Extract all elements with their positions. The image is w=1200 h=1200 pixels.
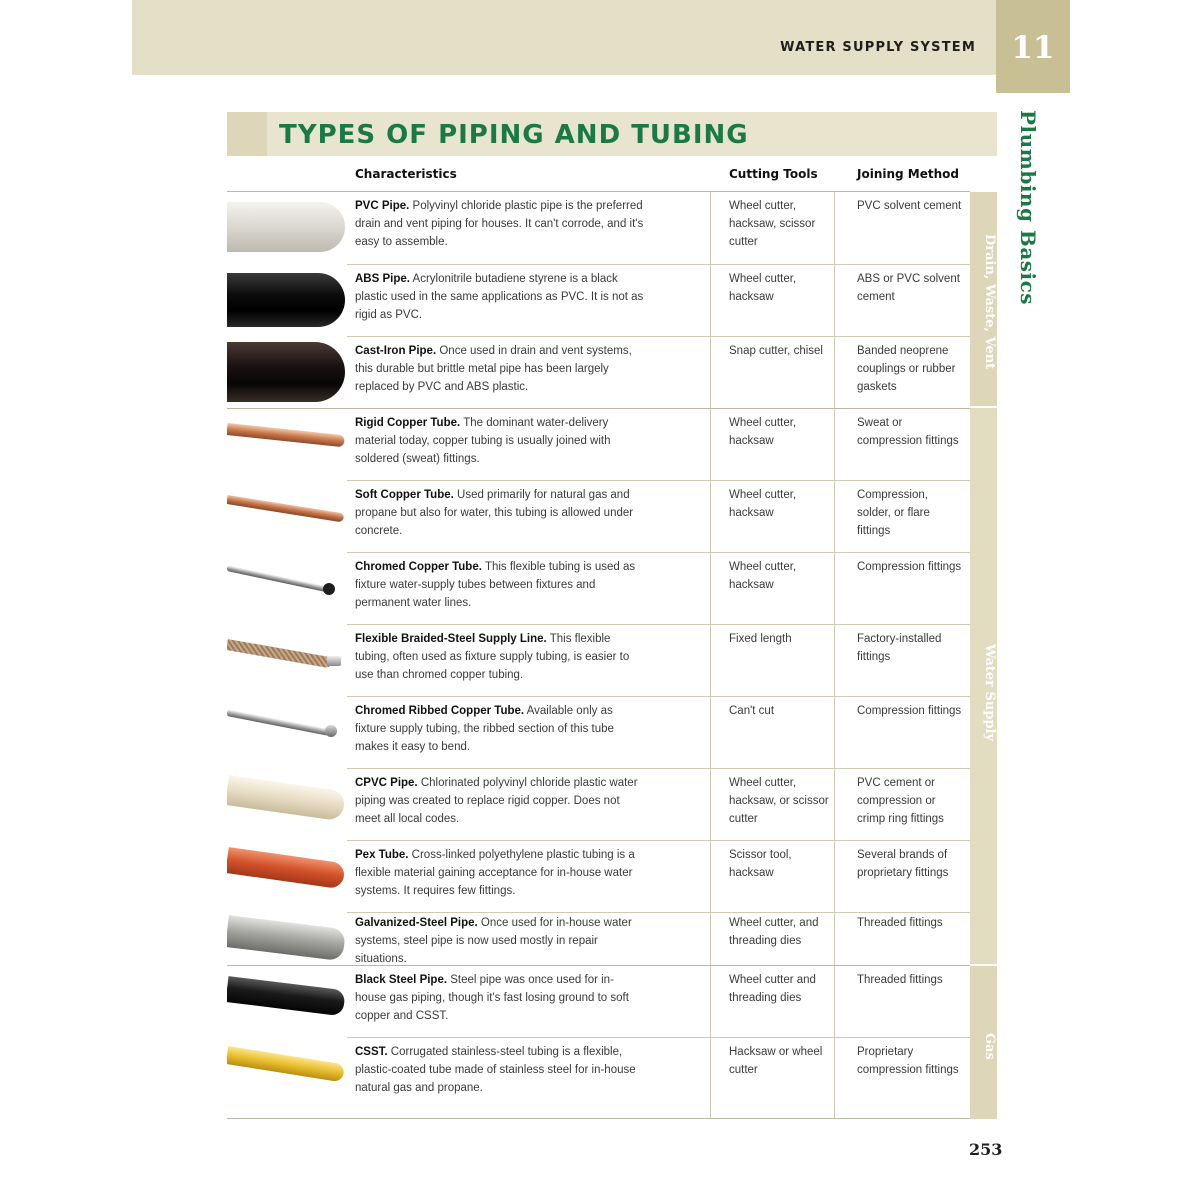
pipe-name: Flexible Braided-Steel Supply Line. <box>355 633 547 645</box>
joining-method: Compression fittings <box>857 705 962 717</box>
pipe-description: Once used for in-house water systems, steel pipe is now used mostly in repair situations. <box>355 917 632 965</box>
row-description <box>355 342 645 396</box>
cutting-tools: Wheel cutter, hacksaw <box>729 489 797 519</box>
table-row <box>227 192 970 263</box>
pipe-description: Polyvinyl chloride plastic pipe is the preferred drain and vent piping for houses. It can't corrode, and it's easy to assemble. <box>355 200 644 248</box>
cutting-tools: Fixed length <box>729 633 792 645</box>
cutting-tools: Scissor tool, hacksaw <box>729 849 792 879</box>
row-description <box>355 486 645 540</box>
black-steel-pipe-image <box>227 966 345 1036</box>
group-label-gas: Gas <box>982 1032 997 1060</box>
piping-table <box>227 112 997 1119</box>
table-bottom-line <box>227 1118 970 1119</box>
pipe-description: Steel pipe was once used for in-house gas piping, though it's fast losing ground to soft copper and CSST. <box>355 974 629 1022</box>
pipe-name: Black Steel Pipe. <box>355 974 448 986</box>
pipe-description: Available only as fixture supply tubing, the ribbed section of this tube makes it easy to bend. <box>355 705 614 753</box>
pipe-name: ABS Pipe. <box>355 273 410 285</box>
pipe-name: CSST. <box>355 1046 388 1058</box>
pipe-name: Cast-Iron Pipe. <box>355 345 437 357</box>
joining-method: PVC solvent cement <box>857 200 962 212</box>
table-title: TYPES OF PIPING AND TUBING <box>279 120 749 150</box>
pipe-description: Chlorinated polyvinyl chloride plastic water piping was created to replace rigid copper. Does not meet all local codes. <box>355 777 638 825</box>
pipe-name: Soft Copper Tube. <box>355 489 454 501</box>
joining-method: Factory-installed fittings <box>857 633 942 663</box>
table-row <box>227 625 970 696</box>
row-description <box>355 702 645 756</box>
cutting-tools: Wheel cutter, hacksaw <box>729 273 797 303</box>
pipe-name: PVC Pipe. <box>355 200 410 212</box>
cutting-tools: Wheel cutter, hacksaw, or scissor cutter <box>729 777 829 825</box>
title-accent <box>227 112 267 156</box>
page-number: 253 <box>969 1140 1003 1159</box>
pipe-name: Galvanized-Steel Pipe. <box>355 917 478 929</box>
joining-method: Compression, solder, or flare fittings <box>857 489 930 537</box>
table-row <box>227 913 970 965</box>
joining-method: Banded neoprene couplings or rubber gaskets <box>857 345 956 393</box>
cutting-tools: Snap cutter, chisel <box>729 345 823 357</box>
joining-method: Proprietary compression fittings <box>857 1046 959 1076</box>
header-bar <box>132 0 1070 75</box>
cutting-tools: Wheel cutter, and threading dies <box>729 917 819 947</box>
row-description <box>355 630 645 684</box>
cutting-tools: Wheel cutter, hacksaw <box>729 417 797 447</box>
row-description <box>355 270 645 324</box>
pipe-name: CPVC Pipe. <box>355 777 418 789</box>
side-title: Plumbing Basics <box>1016 110 1040 306</box>
table-row <box>227 697 970 768</box>
chromed-ribbed-copper-tube-image <box>227 697 345 768</box>
joining-method: Sweat or compression fittings <box>857 417 959 447</box>
pipe-name: Chromed Ribbed Copper Tube. <box>355 705 525 717</box>
cutting-tools: Wheel cutter, hacksaw <box>729 561 797 591</box>
group-band-water-supply <box>970 408 997 964</box>
table-row <box>227 409 970 480</box>
braided-steel-line-image <box>227 625 345 696</box>
pipe-description: Acrylonitrile butadiene styrene is a black plastic used in the same applications as PVC. It is not as rigid as PVC. <box>355 273 644 321</box>
pvc-pipe-image <box>227 192 345 263</box>
csst-image <box>227 1038 345 1119</box>
column-header-joining-method: Joining Method <box>857 167 959 181</box>
joining-method: Several brands of proprietary fittings <box>857 849 949 879</box>
pex-tube-image <box>227 841 345 912</box>
abs-pipe-image <box>227 265 345 335</box>
row-description <box>355 914 645 968</box>
joining-method: ABS or PVC solvent cement <box>857 273 960 303</box>
group-band-dwv <box>970 192 997 406</box>
row-description <box>355 774 645 828</box>
group-label-dwv: Drain, Waste, Vent <box>982 234 997 370</box>
table-row <box>227 337 970 408</box>
cutting-tools: Wheel cutter and threading dies <box>729 974 816 1004</box>
pipe-name: Pex Tube. <box>355 849 409 861</box>
cutting-tools: Wheel cutter, hacksaw, scissor cutter <box>729 200 816 248</box>
title-bar <box>227 112 997 156</box>
section-title: WATER SUPPLY SYSTEM <box>780 40 976 55</box>
column-header-cutting-tools: Cutting Tools <box>729 167 818 181</box>
pipe-name: Chromed Copper Tube. <box>355 561 482 573</box>
table-row <box>227 966 970 1036</box>
chapter-box <box>996 0 1070 93</box>
table-row <box>227 553 970 624</box>
row-description <box>355 558 645 612</box>
table-row <box>227 265 970 335</box>
row-description <box>355 414 645 468</box>
joining-method: Compression fittings <box>857 561 962 573</box>
galvanized-steel-pipe-image <box>227 913 345 965</box>
table-row <box>227 841 970 912</box>
chromed-copper-tube-image <box>227 553 345 624</box>
cutting-tools: Can't cut <box>729 705 775 717</box>
row-description <box>355 197 645 251</box>
joining-method: PVC cement or compression or crimp ring fittings <box>857 777 944 825</box>
cpvc-pipe-image <box>227 769 345 840</box>
table-row <box>227 481 970 551</box>
cast-iron-pipe-image <box>227 337 345 408</box>
joining-method: Threaded fittings <box>857 917 943 929</box>
chapter-number: 11 <box>1011 30 1055 66</box>
pipe-name: Rigid Copper Tube. <box>355 417 461 429</box>
soft-copper-tube-image <box>227 481 345 551</box>
pipe-description: Once used in drain and vent systems, this durable but brittle metal pipe has been largely replaced by PVC and ABS plastic. <box>355 345 632 393</box>
cutting-tools: Hacksaw or wheel cutter <box>729 1046 823 1076</box>
joining-method: Threaded fittings <box>857 974 943 986</box>
group-label-water-supply: Water Supply <box>982 644 997 742</box>
table-row <box>227 769 970 840</box>
column-header-characteristics: Characteristics <box>355 167 457 181</box>
pipe-description: This flexible tubing, often used as fixture supply tubing, is easier to use than chromed copper tubing. <box>355 633 630 681</box>
pipe-description: Used primarily for natural gas and propane but also for water, this tubing is allowed under concrete. <box>355 489 634 537</box>
row-description <box>355 1043 645 1097</box>
rigid-copper-tube-image <box>227 409 345 480</box>
pipe-description: Corrugated stainless-steel tubing is a flexible, plastic-coated tube made of stainless steel for in-house natural gas and propane. <box>355 1046 636 1094</box>
group-band-gas <box>970 966 997 1119</box>
row-description <box>355 846 645 900</box>
row-description <box>355 971 645 1025</box>
pipe-description: This flexible tubing is used as fixture water-supply tubes between fixtures and permanent water lines. <box>355 561 636 609</box>
table-row <box>227 1038 970 1119</box>
pipe-description: Cross-linked polyethylene plastic tubing is a flexible material gaining acceptance for in-house water systems. It requires few fittings. <box>355 849 635 897</box>
pipe-description: The dominant water-delivery material today, copper tubing is usually joined with soldered (sweat) fittings. <box>355 417 611 465</box>
